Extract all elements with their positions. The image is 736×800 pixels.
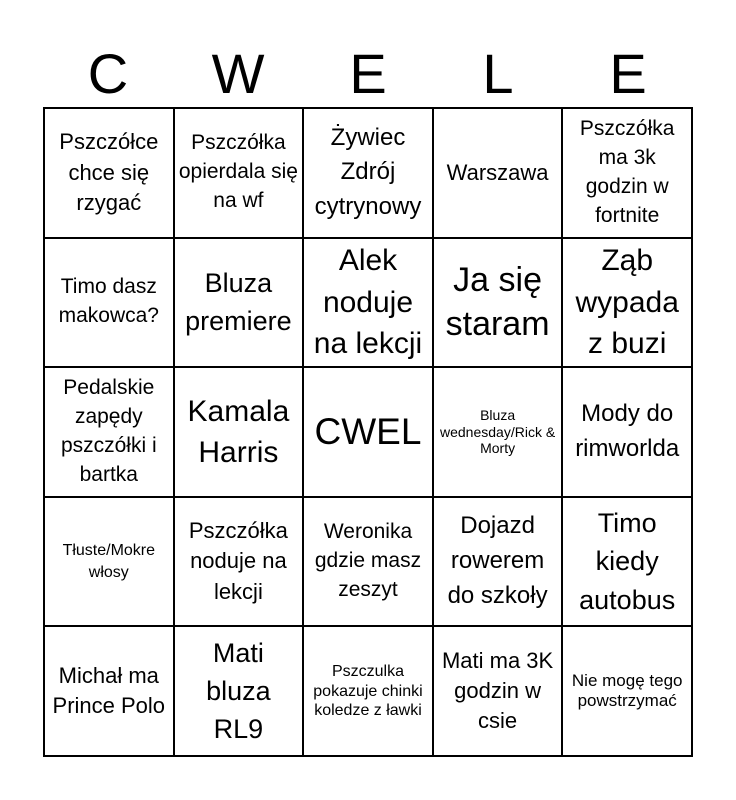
cell-text: Mati bluza RL9: [206, 637, 271, 745]
cell-text: Tłuste/Mokre włosy: [62, 541, 156, 581]
bingo-header: [43, 40, 693, 108]
cell-text: Warszawa: [446, 159, 549, 185]
bingo-cell-r5c3[interactable]: [303, 626, 433, 756]
bingo-cell-r1c4[interactable]: [433, 108, 563, 238]
bingo-cell-r4c2[interactable]: [174, 497, 304, 627]
cell-text: Mati ma 3K godzin w csie: [441, 647, 554, 734]
header-letter-1: C: [87, 42, 129, 105]
cell-text: Pszczółce chce się rzygać: [59, 129, 159, 215]
bingo-cell-r1c2[interactable]: [174, 108, 304, 238]
bingo-cell-r4c4[interactable]: [433, 497, 563, 627]
bingo-cell-r3c3-free[interactable]: [303, 367, 433, 497]
cell-text: Bluza premiere: [185, 268, 292, 337]
cell-text: Nie mogę tego powstrzymać: [571, 670, 683, 711]
cell-text: Bluza wednesday/Rick & Morty: [440, 406, 556, 457]
bingo-cell-r1c1[interactable]: [44, 108, 174, 238]
bingo-cell-r1c5[interactable]: [562, 108, 692, 238]
bingo-cell-r1c3[interactable]: [303, 108, 433, 238]
bingo-grid: [43, 107, 693, 757]
bingo-cell-r2c2[interactable]: [174, 238, 304, 368]
cell-text: Michał ma Prince Polo: [52, 662, 166, 719]
cell-text: Mody do rimworlda: [575, 400, 680, 462]
cell-text: Timo dasz makowca?: [58, 275, 159, 328]
cell-text: Pszczulka pokazuje chinki koledze z ławki: [313, 663, 423, 719]
cell-text: CWEL: [314, 410, 422, 452]
cell-text: Ząb wypada z buzi: [575, 244, 679, 361]
bingo-cell-r4c3[interactable]: [303, 497, 433, 627]
cell-text: Ja się staram: [445, 261, 550, 344]
cell-text: Timo kiedy autobus: [579, 508, 676, 615]
bingo-cell-r2c5[interactable]: [562, 238, 692, 368]
header-letter-4: L: [482, 42, 514, 105]
bingo-cell-r3c1[interactable]: [44, 367, 174, 497]
cell-text: Alek noduje na lekcji: [313, 244, 423, 361]
bingo-cell-r5c2[interactable]: [174, 626, 304, 756]
header-letter-2: W: [211, 42, 265, 105]
cell-text: Pszczółka ma 3k godzin w fortnite: [579, 116, 675, 227]
cell-text: Pedalskie zapędy pszczółki i bartka: [60, 376, 157, 486]
bingo-cell-r4c5[interactable]: [562, 497, 692, 627]
bingo-cell-r3c4[interactable]: [433, 367, 563, 497]
bingo-cell-r2c1[interactable]: [44, 238, 174, 368]
cell-text: Żywiec Zdrój cytrynowy: [314, 123, 422, 221]
header-letter-5: E: [609, 42, 647, 105]
cell-text: Pszczółka opierdala się na wf: [178, 131, 298, 213]
bingo-cell-r4c1[interactable]: [44, 497, 174, 627]
bingo-cell-r3c5[interactable]: [562, 367, 692, 497]
bingo-cell-r3c2[interactable]: [174, 367, 304, 497]
bingo-cell-r2c3[interactable]: [303, 238, 433, 368]
header-letter-3: E: [349, 42, 387, 105]
cell-text: Pszczółka noduje na lekcji: [188, 518, 288, 604]
bingo-cell-r5c1[interactable]: [44, 626, 174, 756]
cell-text: Kamala Harris: [187, 394, 290, 469]
bingo-cell-r5c5[interactable]: [562, 626, 692, 756]
cell-text: Weronika gdzie masz zeszyt: [314, 520, 422, 602]
bingo-cell-r2c4[interactable]: [433, 238, 563, 368]
bingo-cell-r5c4[interactable]: [433, 626, 563, 756]
cell-text: Dojazd rowerem do szkoły: [447, 512, 548, 609]
